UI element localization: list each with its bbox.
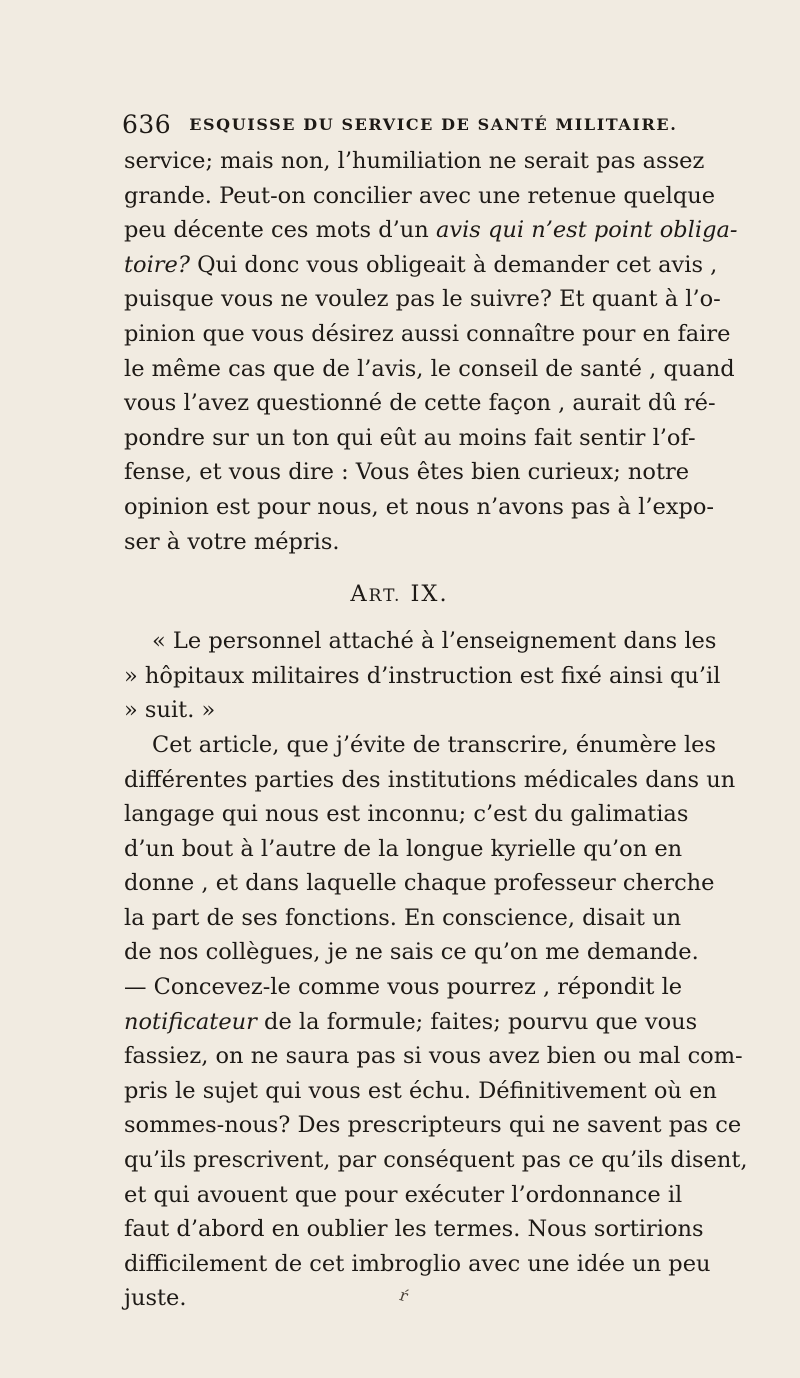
- italic-phrase: toire?: [124, 251, 190, 278]
- text-line: difficilement de cet imbroglio avec une idée un peu: [124, 1250, 711, 1277]
- page-number: 636: [122, 109, 172, 139]
- text-segment: peu décente ces mots d’un: [124, 217, 436, 244]
- text-line: fense, et vous dire : Vous êtes bien curieux; notre: [124, 459, 690, 486]
- text-line: ser à votre mépris.: [124, 528, 340, 555]
- text-line: juste.: [124, 1285, 187, 1312]
- text-line: pris le sujet qui vous est échu. Définitivement où en: [124, 1077, 717, 1104]
- text-line: opinion est pour nous, et nous n’avons pas à l’expo-: [124, 493, 715, 520]
- text-line: et qui avouent que pour exécuter l’ordonnance il: [124, 1181, 683, 1208]
- italic-phrase: notificateur: [124, 1008, 257, 1035]
- running-header: [122, 104, 682, 144]
- article-smallcaps: RT.: [368, 586, 402, 607]
- text-line: » hôpitaux militaires d’instruction est fixé ainsi qu’il: [124, 662, 721, 689]
- text-line: faut d’abord en oublier les termes. Nous sortirions: [124, 1216, 704, 1243]
- text-segment: de la formule; faites; pourvu que vous: [256, 1008, 698, 1035]
- printer-mark: ŕ: [397, 1285, 411, 1306]
- text-line: qu’ils prescrivent, par conséquent pas ce qu’ils disent,: [124, 1147, 748, 1174]
- text-line: » suit. »: [124, 697, 216, 724]
- text-line: [124, 213, 738, 248]
- text-line: fassiez, on ne saura pas si vous avez bien ou mal com-: [124, 1043, 743, 1070]
- text-line: sommes-nous? Des prescripteurs qui ne savent pas ce: [124, 1112, 742, 1139]
- text-line: pinion que vous désirez aussi connaître pour en faire: [124, 320, 731, 347]
- running-title: ESQUISSE DU SERVICE DE SANTÉ MILITAIRE.: [189, 114, 678, 134]
- text-segment: Qui donc vous obligeait à demander cet avis ,: [189, 251, 718, 278]
- text-line: grande. Peut-on concilier avec une retenue quelque: [124, 182, 716, 209]
- text-line: service; mais non, l’humiliation ne serait pas assez: [124, 148, 705, 174]
- text-line: [124, 248, 718, 283]
- paragraph-opening: [124, 144, 738, 559]
- text-line: Cet article, que j’évite de transcrire, énumère les: [152, 731, 717, 758]
- article-initial: A: [350, 581, 369, 608]
- text-line: de nos collègues, je ne sais ce qu’on me demande.: [124, 939, 699, 966]
- text-line: le même cas que de l’avis, le conseil de santé , quand: [124, 355, 735, 382]
- article-number: IX.: [401, 581, 449, 608]
- paragraph-article-body: [124, 624, 748, 1316]
- text-line: d’un bout à l’autre de la longue kyrielle qu’on en: [124, 835, 683, 862]
- body-text: [124, 144, 748, 1316]
- text-line: pondre sur un ton qui eût au moins fait sentir l’of-: [124, 424, 696, 451]
- text-line: « Le personnel attaché à l’enseignement dans les: [152, 628, 717, 655]
- text-line: donne , et dans laquelle chaque professeur cherche: [124, 870, 715, 897]
- article-heading: [124, 559, 675, 624]
- text-line: puisque vous ne voulez pas le suivre? Et quant à l’o-: [124, 286, 721, 313]
- text-line: [124, 1005, 698, 1040]
- text-line: langage qui nous est inconnu; c’est du galimatias: [124, 801, 689, 828]
- text-line: vous l’avez questionné de cette façon , aurait dû ré-: [124, 390, 716, 417]
- text-line: — Concevez-le comme vous pourrez , répondit le: [124, 974, 683, 1001]
- italic-phrase: avis qui n’est point obliga-: [435, 217, 738, 244]
- text-line: différentes parties des institutions médicales dans un: [124, 766, 736, 793]
- text-line: la part de ses fonctions. En conscience, disait un: [124, 904, 682, 931]
